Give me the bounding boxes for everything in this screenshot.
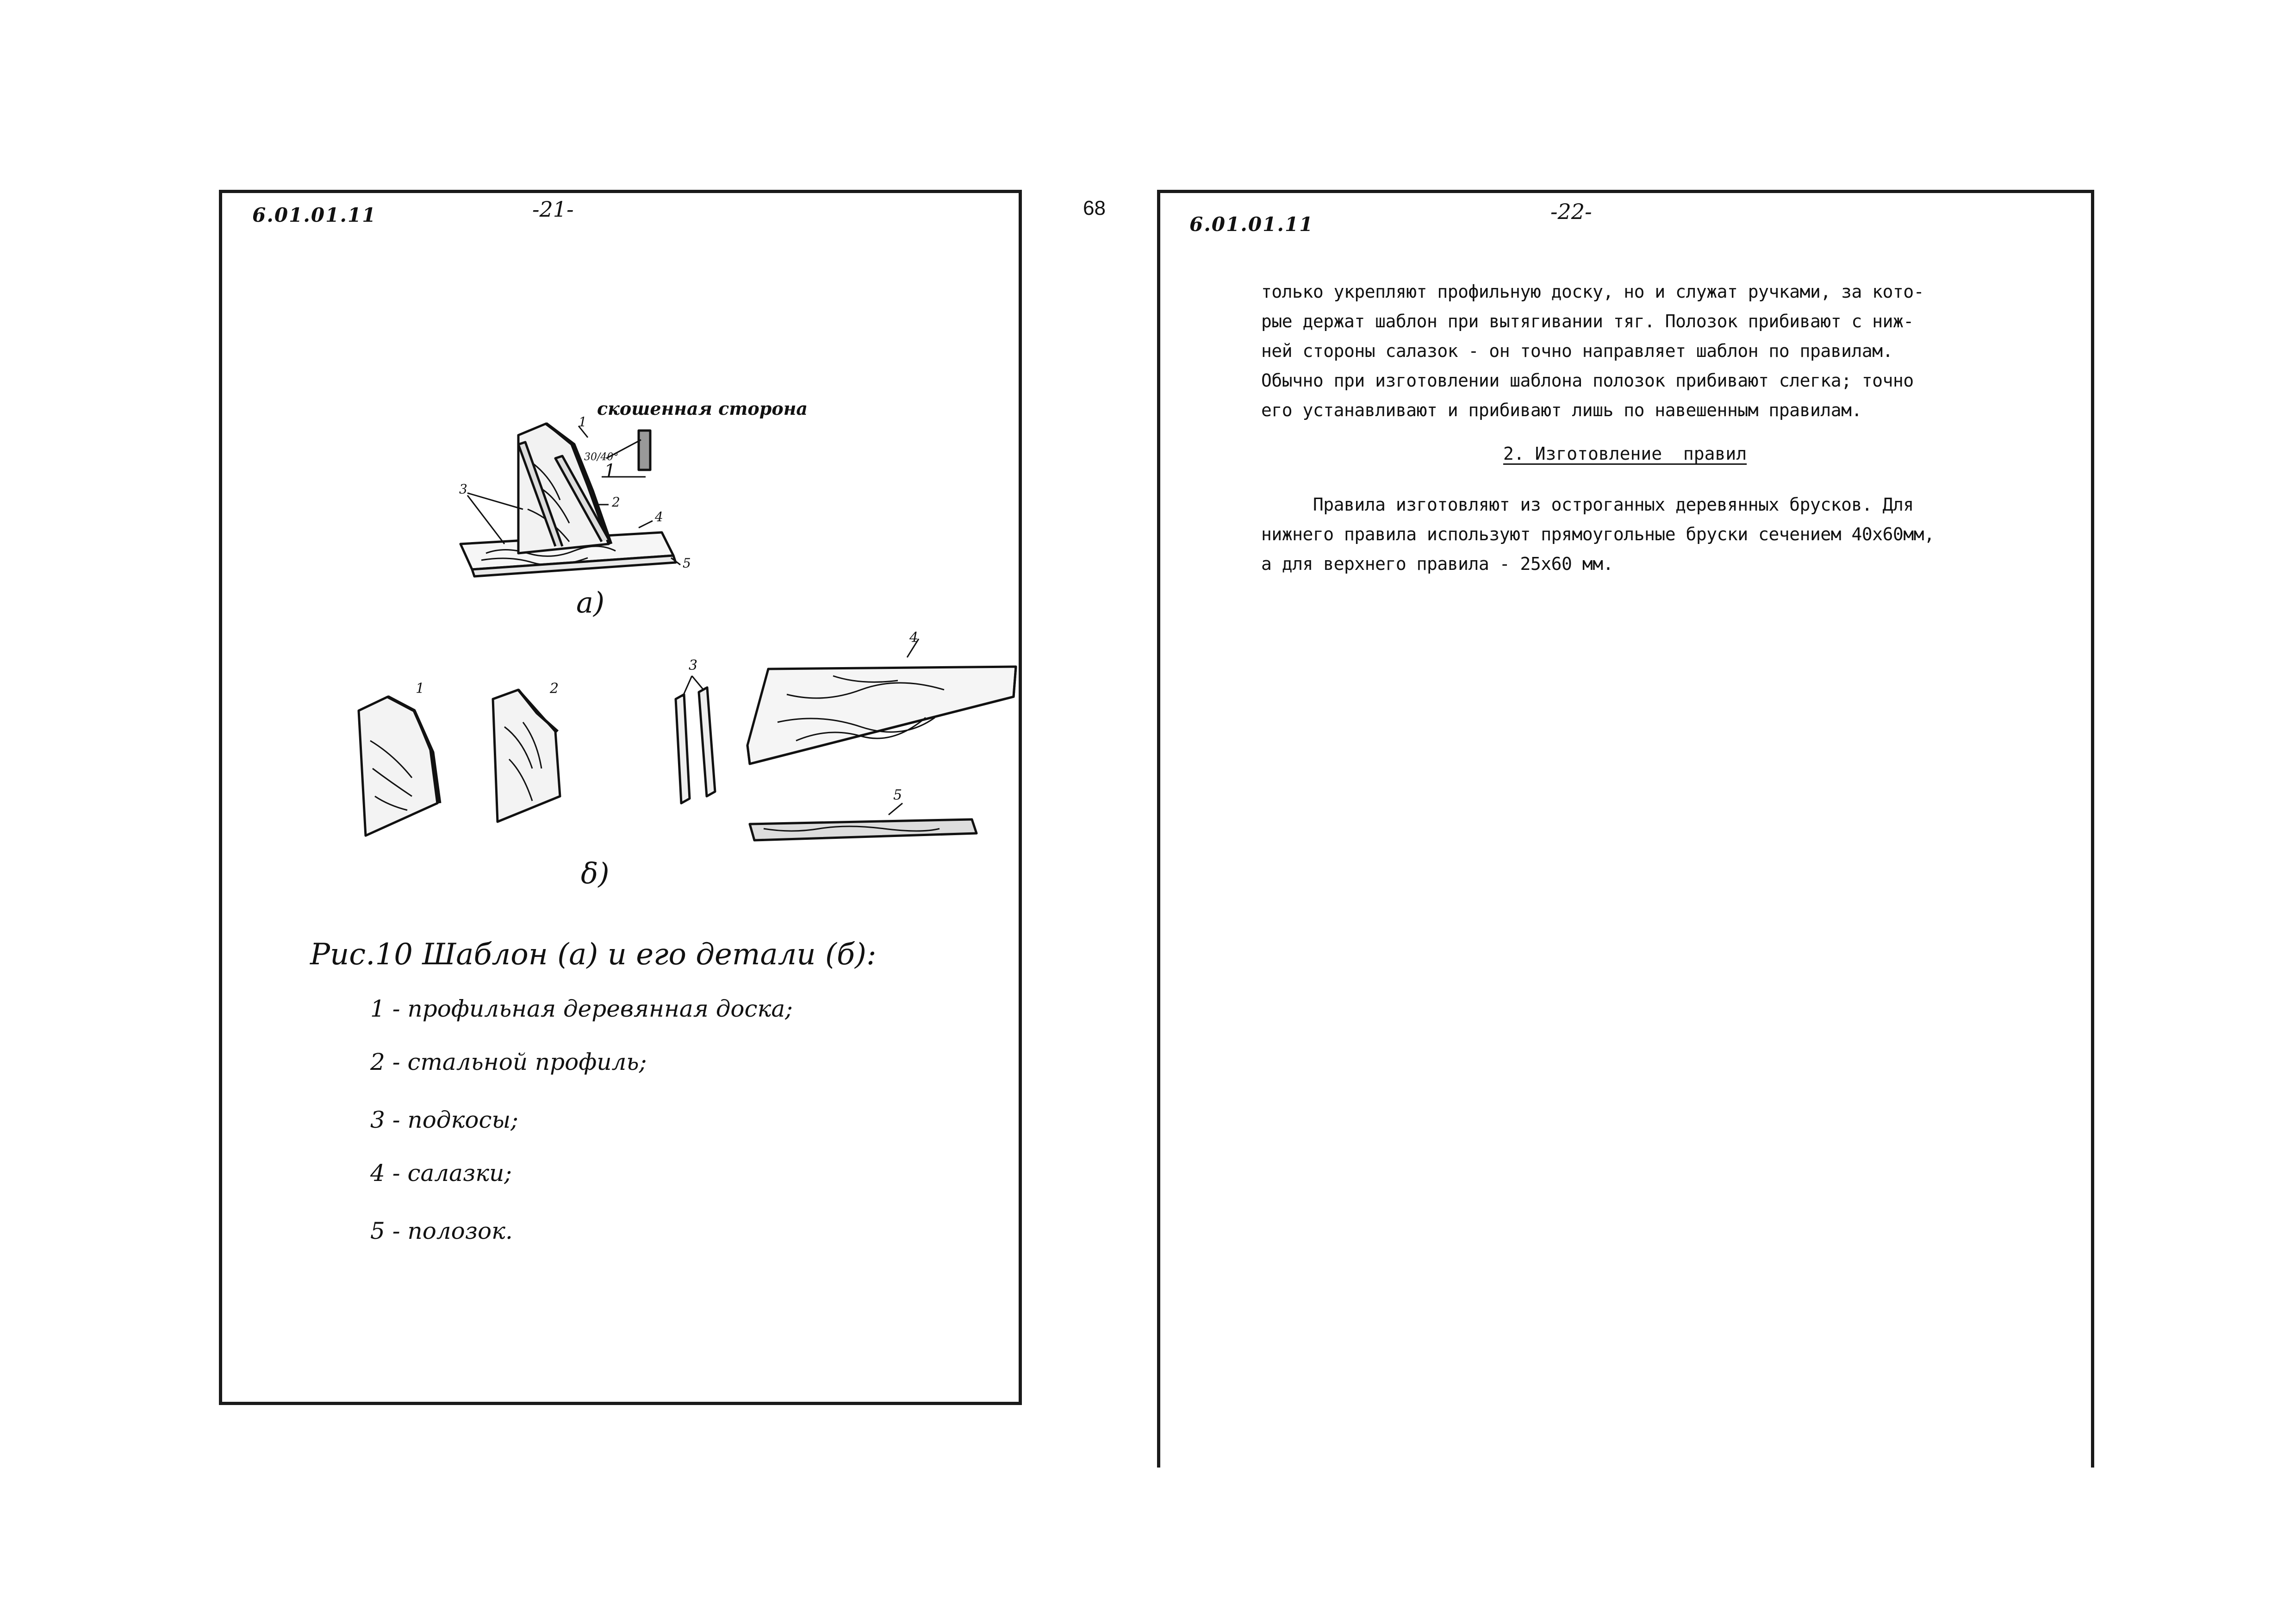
part-1-label: 1 xyxy=(416,681,425,697)
figure-a-label: а) xyxy=(576,586,605,619)
right-doc-code: 6.01.01.11 xyxy=(1189,213,1314,236)
part-3-label: 3 xyxy=(689,657,698,674)
angle-label: 30/40° xyxy=(584,451,619,463)
paragraph-line: а для верхнего правила - 25x60 мм. xyxy=(1261,554,1613,574)
part-4-label: 4 xyxy=(909,630,919,646)
paragraph-line: рые держат шаблон при вытягивании тяг. Полозок прибивают с ниж- xyxy=(1261,311,1914,331)
assembled-template-drawing xyxy=(460,424,680,576)
paragraph-line: только укрепляют профильную доску, но и служат ручками, за кото- xyxy=(1261,281,1924,302)
legend-item: 5 - полозок. xyxy=(370,1218,513,1244)
paragraph-line: его устанавливают и прибивают лишь по навешенным правилам. xyxy=(1261,400,1862,420)
left-page-number: -21- xyxy=(532,197,574,222)
beveled-side-label: скошенная сторона xyxy=(597,398,808,419)
sheet-number: 68 xyxy=(1083,197,1106,219)
right-page-number: -22- xyxy=(1550,199,1592,224)
part-3-label-a: 3 xyxy=(459,481,467,497)
legend-item: 2 - стальной профиль; xyxy=(370,1049,647,1075)
paragraph-line: Правила изготовляют из остроганных деревянных брусков. Для xyxy=(1261,494,1914,515)
part-2-label-a: 2 xyxy=(612,494,620,510)
paragraph-line: Обычно при изготовлении шаблона полозок прибивают слегка; точно xyxy=(1261,370,1914,391)
section-heading: 2. Изготовление правил xyxy=(1503,443,1747,464)
left-doc-code: 6.01.01.11 xyxy=(252,204,377,226)
part-5-label-a: 5 xyxy=(683,556,691,571)
figure-b-label: δ) xyxy=(581,856,610,890)
legend-item: 3 - подкосы; xyxy=(370,1106,519,1133)
paragraph-line: ней стороны салазок - он точно направляет шаблон по правилам. xyxy=(1261,341,1893,361)
part-5-label: 5 xyxy=(893,787,902,803)
angle-one-label: 1 xyxy=(604,461,616,482)
legend-item: 4 - салазки; xyxy=(370,1160,512,1187)
part-4-label-a: 4 xyxy=(655,509,663,525)
parts-drawing xyxy=(359,639,1016,840)
paragraph-line: нижнего правила используют прямоугольные бруски сечением 40x60мм, xyxy=(1261,524,1935,544)
part-1-label-a: 1 xyxy=(579,414,587,430)
figure-caption: Рис.10 Шаблон (а) и его детали (б): xyxy=(310,937,877,972)
part-2-label: 2 xyxy=(550,681,559,697)
legend-item: 1 - профильная деревянная доска; xyxy=(370,995,793,1022)
